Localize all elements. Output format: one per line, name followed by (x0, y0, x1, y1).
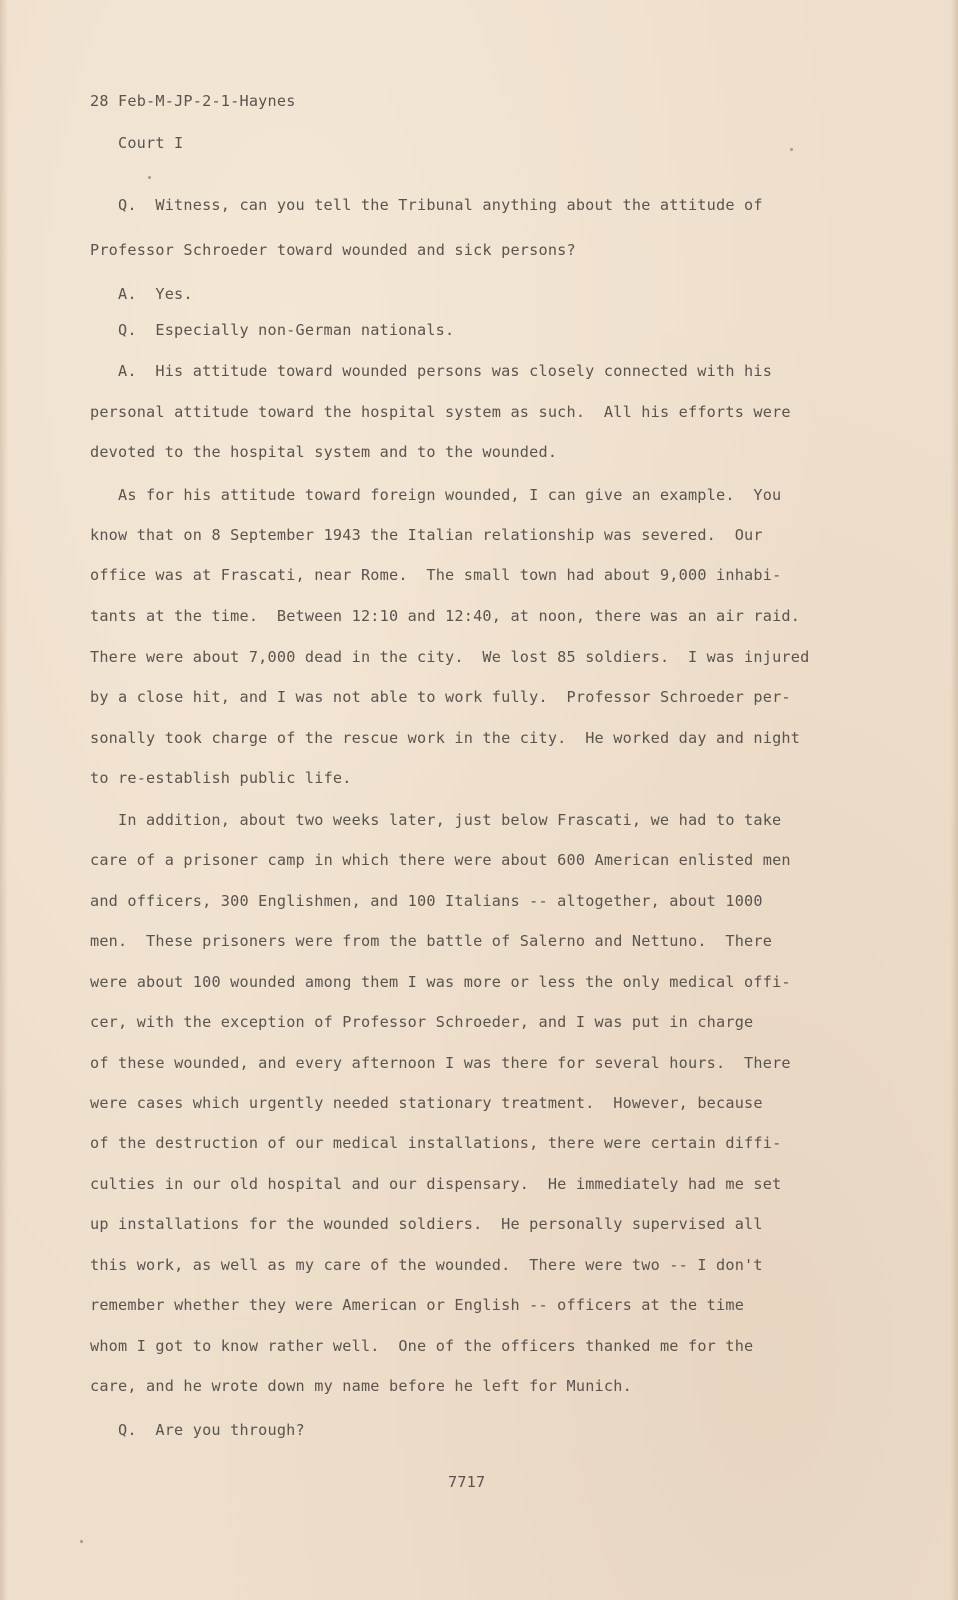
text-line: this work, as well as my care of the wounded. There were two -- I don't (90, 1256, 763, 1274)
text-line: devoted to the hospital system and to the wounded. (90, 443, 558, 461)
text-line: know that on 8 September 1943 the Italian relationship was severed. Our (90, 526, 763, 544)
text-line: office was at Frascati, near Rome. The small town had about 9,000 inhabi- (90, 566, 782, 584)
text-line: There were about 7,000 dead in the city. We lost 85 soldiers. I was injured (90, 648, 810, 666)
text-line: were about 100 wounded among them I was more or less the only medical offi- (90, 973, 791, 991)
text-line: A. Yes. (118, 285, 193, 303)
paper-speck (80, 1540, 83, 1543)
paper-speck (790, 148, 793, 151)
text-line: A. His attitude toward wounded persons was closely connected with his (118, 362, 773, 380)
text-line: As for his attitude toward foreign wounded, I can give an example. You (118, 486, 782, 504)
text-line: Q. Are you through? (118, 1421, 305, 1439)
court-label: Court I (118, 134, 184, 152)
text-line: up installations for the wounded soldiers. He personally supervised all (90, 1215, 763, 1233)
document-header: 28 Feb-M-JP-2-1-Haynes (90, 92, 296, 110)
text-line: Professor Schroeder toward wounded and sick persons? (90, 241, 576, 259)
page-number: 7717 (448, 1473, 486, 1491)
text-line: of the destruction of our medical installations, there were certain diffi- (90, 1134, 782, 1152)
text-line: by a close hit, and I was not able to work fully. Professor Schroeder per- (90, 688, 791, 706)
page-edge-right (950, 0, 958, 1600)
text-line: of these wounded, and every afternoon I was there for several hours. There (90, 1054, 791, 1072)
text-line: care of a prisoner camp in which there were about 600 American enlisted men (90, 851, 791, 869)
text-line: whom I got to know rather well. One of the officers thanked me for the (90, 1337, 754, 1355)
text-line: and officers, 300 Englishmen, and 100 Italians -- altogether, about 1000 (90, 892, 763, 910)
text-line: men. These prisoners were from the battle of Salerno and Nettuno. There (90, 932, 773, 950)
text-line: Q. Especially non-German nationals. (118, 321, 455, 339)
text-line: personal attitude toward the hospital system as such. All his efforts were (90, 403, 791, 421)
page-edge-left (0, 0, 8, 1600)
text-line: remember whether they were American or English -- officers at the time (90, 1296, 745, 1314)
text-line: culties in our old hospital and our dispensary. He immediately had me set (90, 1175, 782, 1193)
text-line: In addition, about two weeks later, just below Frascati, we had to take (118, 811, 782, 829)
text-line: Q. Witness, can you tell the Tribunal anything about the attitude of (118, 196, 763, 214)
text-line: care, and he wrote down my name before he left for Munich. (90, 1377, 632, 1395)
text-line: to re-establish public life. (90, 769, 352, 787)
text-line: cer, with the exception of Professor Schroeder, and I was put in charge (90, 1013, 754, 1031)
paper-speck (148, 176, 151, 179)
text-line: tants at the time. Between 12:10 and 12:40, at noon, there was an air raid. (90, 607, 801, 625)
text-line: sonally took charge of the rescue work in the city. He worked day and night (90, 729, 801, 747)
text-line: were cases which urgently needed stationary treatment. However, because (90, 1094, 763, 1112)
